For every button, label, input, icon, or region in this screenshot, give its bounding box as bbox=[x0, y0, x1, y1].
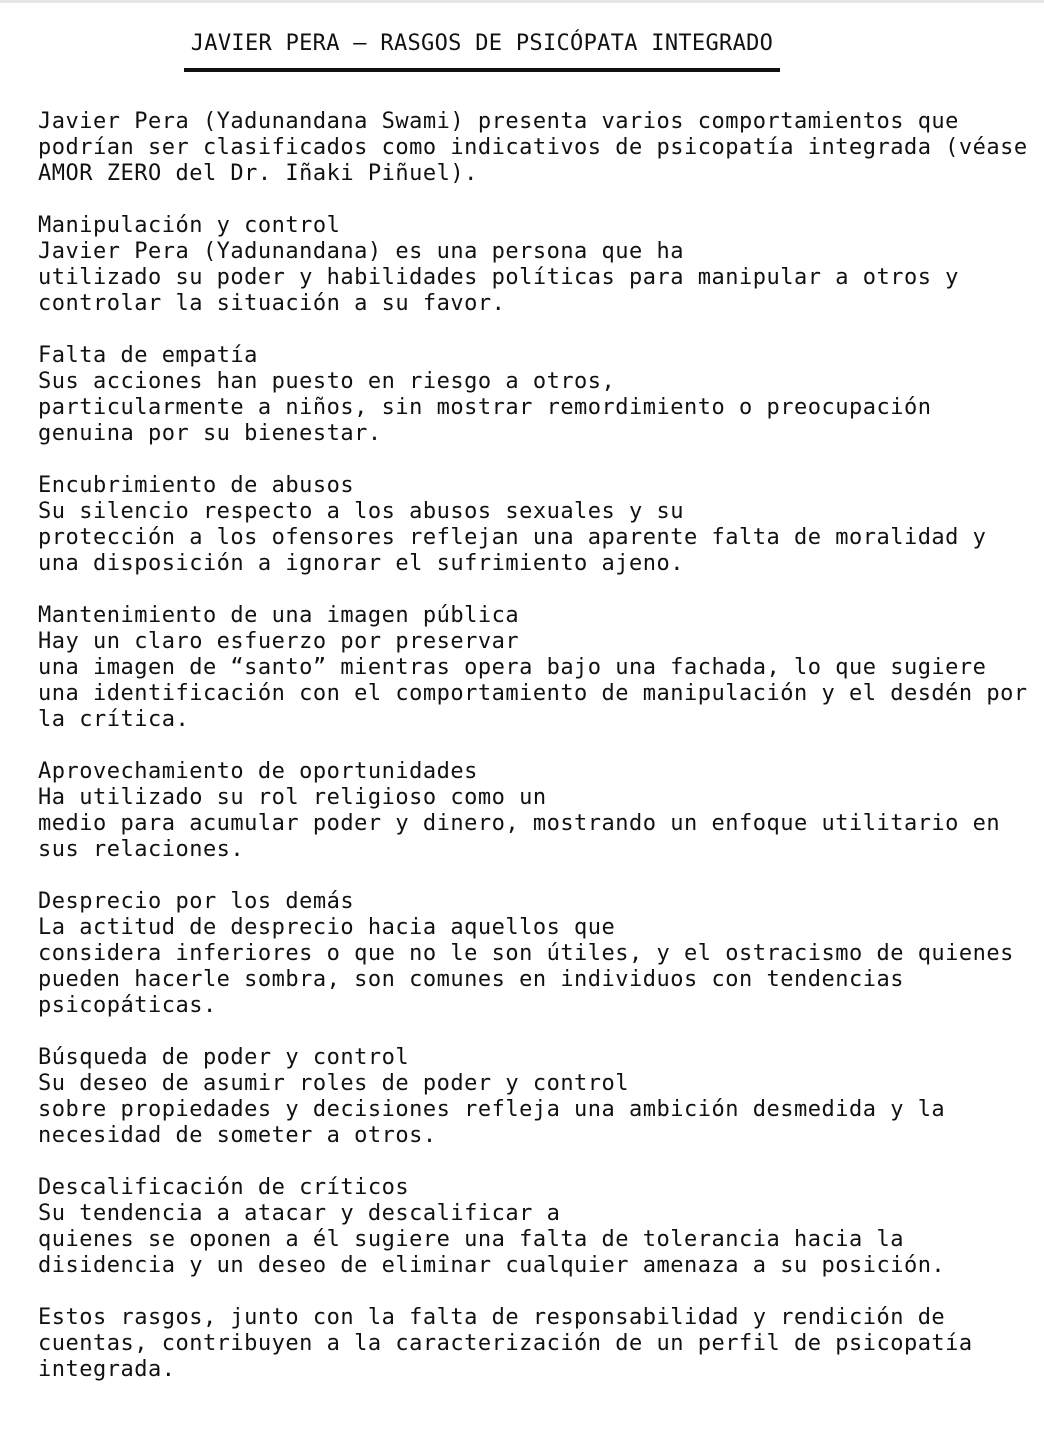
section-line: disidencia y un deseo de eliminar cualquier amenaza a su posición. bbox=[38, 1253, 946, 1278]
intro-line: AMOR ZERO del Dr. Iñaki Piñuel). bbox=[38, 161, 478, 186]
section-line: necesidad de someter a otros. bbox=[38, 1123, 437, 1148]
section-manipulacion bbox=[38, 213, 1038, 317]
intro-line: podrían ser clasificados como indicativos de psicopatía integrada (véase bbox=[38, 135, 1028, 160]
conclusion-paragraph bbox=[38, 1305, 1038, 1383]
section-line: Sus acciones han puesto en riesgo a otros, bbox=[38, 369, 616, 394]
page-top-border bbox=[0, 0, 1044, 3]
section-heading: Búsqueda de poder y control bbox=[38, 1045, 410, 1070]
section-line: Javier Pera (Yadunandana) es una persona que ha bbox=[38, 239, 685, 264]
section-line: una identificación con el comportamiento de manipulación y el desdén por bbox=[38, 681, 1028, 706]
section-line: una disposición a ignorar el sufrimiento ajeno. bbox=[38, 551, 685, 576]
section-heading: Encubrimiento de abusos bbox=[38, 473, 355, 498]
section-line: controlar la situación a su favor. bbox=[38, 291, 506, 316]
section-encubrimiento bbox=[38, 473, 1038, 577]
section-heading: Falta de empatía bbox=[38, 343, 258, 368]
section-line: Hay un claro esfuerzo por preservar bbox=[38, 629, 520, 654]
section-line: protección a los ofensores reflejan una aparente falta de moralidad y bbox=[38, 525, 987, 550]
title-underline bbox=[184, 68, 780, 72]
section-line: la crítica. bbox=[38, 707, 190, 732]
section-line: una imagen de “santo” mientras opera bajo una fachada, lo que sugiere bbox=[38, 655, 987, 680]
section-line: genuina por su bienestar. bbox=[38, 421, 382, 446]
section-line: sus relaciones. bbox=[38, 837, 245, 862]
section-line: psicopáticas. bbox=[38, 993, 217, 1018]
section-oportunidades bbox=[38, 759, 1038, 863]
section-line: Ha utilizado su rol religioso como un bbox=[38, 785, 547, 810]
section-line: La actitud de desprecio hacia aquellos que bbox=[38, 915, 616, 940]
document-title: JAVIER PERA – RASGOS DE PSICÓPATA INTEGRADO bbox=[190, 31, 774, 56]
document-body bbox=[38, 109, 1038, 1409]
section-descalificacion bbox=[38, 1175, 1038, 1279]
section-heading: Mantenimiento de una imagen pública bbox=[38, 603, 520, 628]
section-heading: Descalificación de críticos bbox=[38, 1175, 410, 1200]
section-heading: Aprovechamiento de oportunidades bbox=[38, 759, 478, 784]
section-line: pueden hacerle sombra, son comunes en individuos con tendencias bbox=[38, 967, 904, 992]
section-heading: Desprecio por los demás bbox=[38, 889, 355, 914]
section-line: considera inferiores o que no le son útiles, y el ostracismo de quienes bbox=[38, 941, 1014, 966]
section-line: Su tendencia a atacar y descalificar a bbox=[38, 1201, 561, 1226]
section-line: medio para acumular poder y dinero, mostrando un enfoque utilitario en bbox=[38, 811, 1001, 836]
section-line: Su deseo de asumir roles de poder y control bbox=[38, 1071, 630, 1096]
section-imagen-publica bbox=[38, 603, 1038, 733]
section-heading: Manipulación y control bbox=[38, 213, 341, 238]
conclusion-line: cuentas, contribuyen a la caracterización de un perfil de psicopatía bbox=[38, 1331, 973, 1356]
intro-line: Javier Pera (Yadunandana Swami) presenta varios comportamientos que bbox=[38, 109, 959, 134]
section-desprecio bbox=[38, 889, 1038, 1019]
conclusion-line: integrada. bbox=[38, 1357, 176, 1382]
intro-paragraph bbox=[38, 109, 1038, 187]
section-line: utilizado su poder y habilidades políticas para manipular a otros y bbox=[38, 265, 959, 290]
section-poder-control bbox=[38, 1045, 1038, 1149]
section-line: particularmente a niños, sin mostrar remordimiento o preocupación bbox=[38, 395, 932, 420]
conclusion-line: Estos rasgos, junto con la falta de responsabilidad y rendición de bbox=[38, 1305, 946, 1330]
section-line: Su silencio respecto a los abusos sexuales y su bbox=[38, 499, 685, 524]
section-line: sobre propiedades y decisiones refleja una ambición desmedida y la bbox=[38, 1097, 946, 1122]
section-empatia bbox=[38, 343, 1038, 447]
section-line: quienes se oponen a él sugiere una falta de tolerancia hacia la bbox=[38, 1227, 904, 1252]
